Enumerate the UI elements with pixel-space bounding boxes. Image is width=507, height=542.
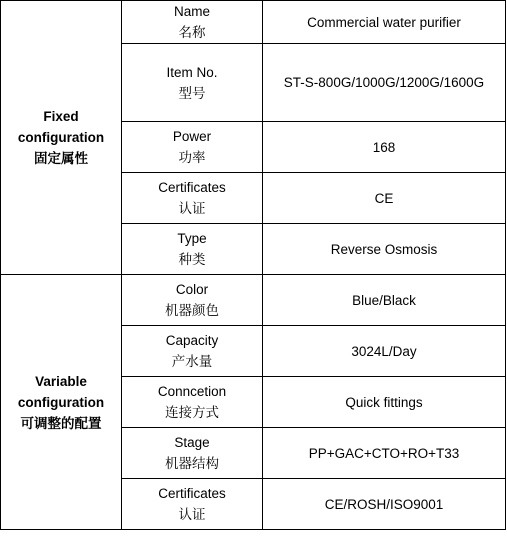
- attribute-label-zh: 连接方式: [165, 405, 219, 420]
- group-header-fixed: [1, 1, 122, 275]
- attribute-label-zh: 种类: [178, 252, 206, 267]
- attribute-value: CE: [263, 173, 506, 224]
- attribute-label-en: Power: [172, 129, 212, 144]
- group-title-en: Variable: [35, 373, 87, 389]
- attribute-label-zh: 机器颜色: [165, 303, 219, 318]
- attribute-label: [122, 326, 263, 377]
- attribute-label-zh: 型号: [178, 85, 206, 101]
- attribute-value: PP+GAC+CTO+RO+T33: [263, 428, 506, 479]
- table-row: [1, 275, 506, 326]
- attribute-label-zh: 认证: [178, 507, 206, 522]
- attribute-value: 168: [263, 122, 506, 173]
- attribute-label: [122, 1, 263, 44]
- attribute-label-en: Color: [175, 282, 209, 297]
- group-title-en: Fixed: [43, 109, 79, 124]
- attribute-label-en: Name: [173, 4, 210, 19]
- attribute-label-zh: 名称: [178, 25, 206, 40]
- attribute-value: 3024L/Day: [263, 326, 506, 377]
- attribute-label-zh: 功率: [178, 150, 206, 165]
- attribute-label: [122, 122, 263, 173]
- group-title-zh: 固定属性: [34, 151, 88, 166]
- attribute-label: [122, 428, 263, 479]
- attribute-label-zh: 产水量: [171, 354, 213, 369]
- attribute-label-en: Certificates: [158, 486, 226, 501]
- attribute-value: Blue/Black: [263, 275, 506, 326]
- attribute-value: Reverse Osmosis: [263, 224, 506, 275]
- attribute-label-en: Capacity: [165, 333, 219, 348]
- attribute-label: [122, 224, 263, 275]
- attribute-label: [122, 479, 263, 530]
- attribute-label-en: Conncetion: [157, 384, 227, 399]
- group-title-zh: 可调整的配置: [20, 415, 102, 431]
- attribute-label-en: Stage: [174, 435, 210, 450]
- attribute-value: Commercial water purifier: [263, 1, 506, 44]
- attribute-label-zh: 机器结构: [165, 456, 219, 471]
- attribute-label-en: Type: [177, 231, 207, 246]
- attribute-label: [122, 377, 263, 428]
- attribute-value: Quick fittings: [263, 377, 506, 428]
- attribute-value: CE/ROSH/ISO9001: [263, 479, 506, 530]
- attribute-label: [122, 275, 263, 326]
- group-title-en: configuration: [17, 394, 105, 410]
- attribute-label-zh: 认证: [178, 201, 206, 216]
- attribute-label: [122, 44, 263, 122]
- attribute-label-en: Certificates: [158, 180, 226, 195]
- table-row: [1, 1, 506, 44]
- attribute-label: [122, 173, 263, 224]
- group-title-en: configuration: [17, 130, 105, 145]
- attribute-label-en: Item No.: [166, 64, 218, 80]
- group-header-variable: [1, 275, 122, 530]
- attribute-value: ST-S-800G/1000G/1200G/1600G: [263, 44, 506, 122]
